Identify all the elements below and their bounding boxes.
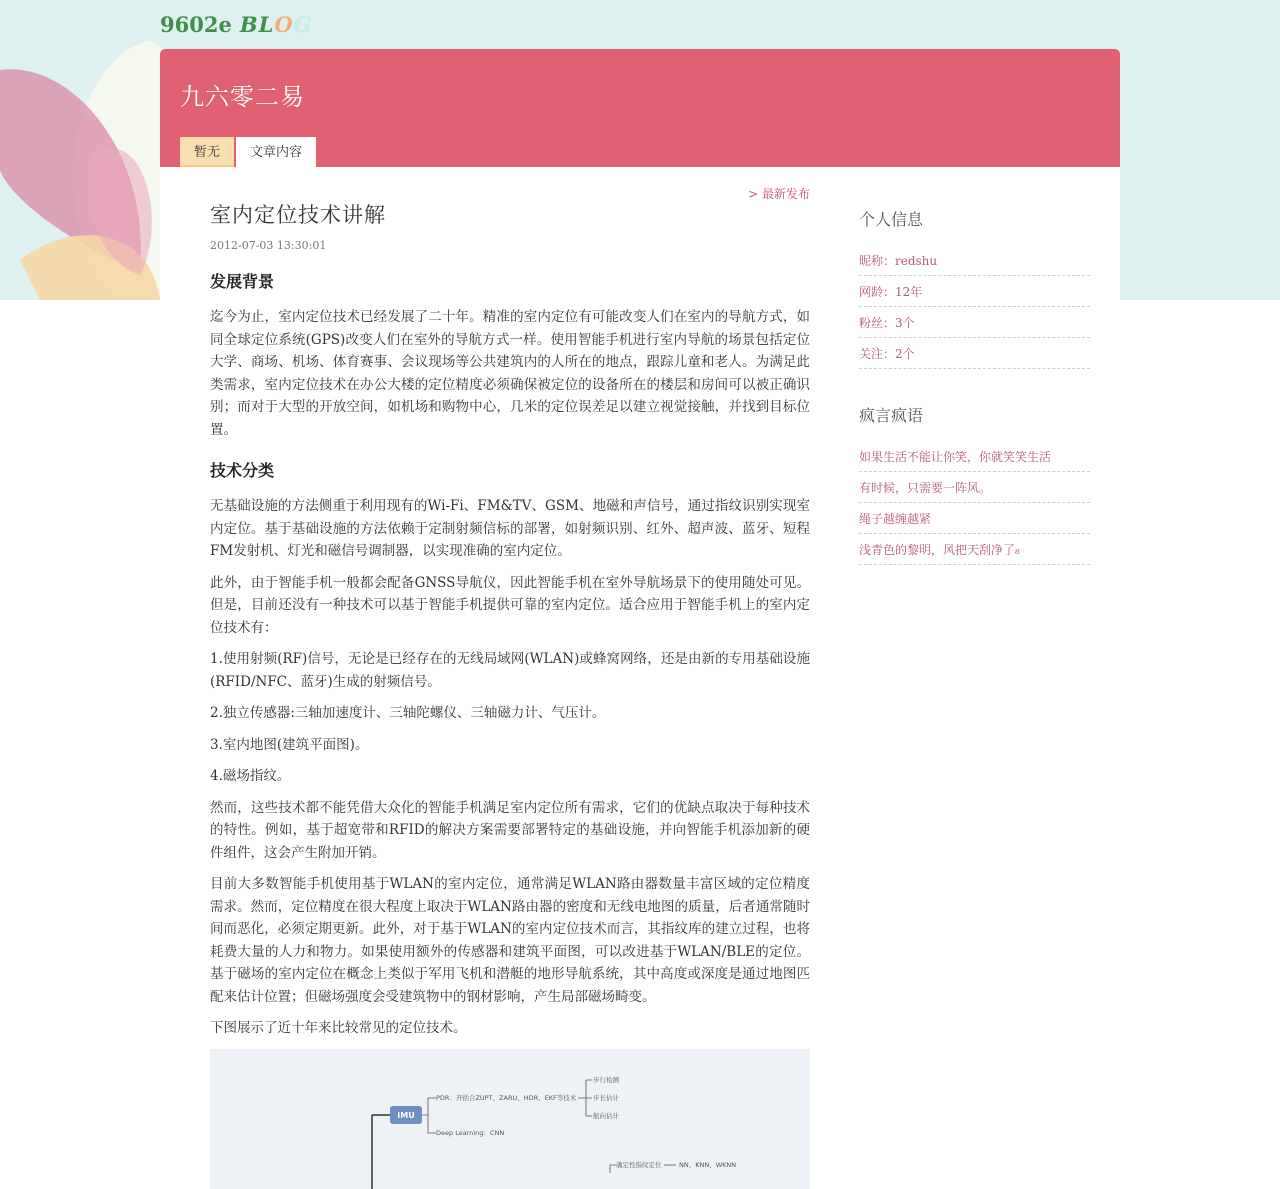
- quote-link[interactable]: 如果生活不能让你笑，你就笑笑生活: [859, 442, 1090, 472]
- quotes-section: [859, 403, 1090, 565]
- profile-following: 关注：2个: [859, 339, 1090, 369]
- logo-blog-word: [240, 12, 313, 37]
- profile-fans: 粉丝：3个: [859, 308, 1090, 338]
- sidebar: [859, 167, 1090, 566]
- mindmap-node-fingerprint: 确定性指纹定位: [616, 1160, 662, 1169]
- logo-letter: B: [239, 12, 259, 37]
- quote-link[interactable]: 浅青色的黎明，风把天刮净了₈: [859, 535, 1090, 565]
- mindmap-node-pdr: PDR：开括合ZUPT、ZARU、HDR、EKF等技术: [436, 1093, 577, 1102]
- profile-heading: 个人信息: [859, 210, 924, 229]
- article-paragraph: 然而，这些技术都不能凭借大众化的智能手机满足室内定位所有需求，它们的优缺点取决于每种技术的特性。例如，基于超宽带和RFID的解决方案需要部署特定的基础设施，并向智能手机添加新的硬件组件，这会产生附加开销。: [210, 799, 810, 861]
- logo-letter: O: [274, 12, 294, 37]
- article-paragraph: 2.独立传感器:三轴加速度计、三轴陀螺仪、三轴磁力计、气压计。: [210, 705, 606, 721]
- mindmap-leaf: 航向估计: [593, 1111, 619, 1120]
- article-paragraph: 下图展示了近十年来比较常见的定位技术。: [210, 1020, 467, 1036]
- profile-nickname: 昵称：redshu: [859, 246, 1090, 276]
- article-date: 2012-07-03 13:30:01: [210, 239, 327, 252]
- mindmap-diagram: [210, 1049, 810, 1189]
- site-title[interactable]: 九六零二易: [180, 83, 305, 111]
- profile-age: 网龄：12年: [859, 277, 1090, 307]
- logo-text: 9602e: [160, 12, 232, 37]
- section-heading-classification: 技术分类: [210, 461, 275, 480]
- mindmap-node-deep-learning: Deep Learning：CNN: [436, 1128, 505, 1137]
- tab-article-content[interactable]: 文章内容: [236, 137, 316, 167]
- logo-letter: G: [293, 12, 313, 37]
- profile-section: [859, 207, 1090, 369]
- tab-none[interactable]: 暂无: [180, 137, 234, 167]
- article-paragraph: 无基础设施的方法侧重于利用现有的Wi-Fi、FM&TV、GSM、地磁和声信号，通过指纹识别实现室内定位。基于基础设施的方法依赖于定制射频信标的部署，如射频识别、红外、超声波、蓝牙、短程FM发射机、灯光和磁信号调制器，以实现准确的室内定位。: [210, 498, 810, 559]
- article-paragraph: 3.室内地图(建筑平面图)。: [210, 736, 369, 753]
- quote-link[interactable]: 绳子越缠越紧: [859, 504, 1090, 534]
- blog-logo[interactable]: [160, 12, 313, 37]
- mindmap-root-label: IMU: [397, 1110, 415, 1120]
- nav-tabs: [180, 137, 316, 167]
- newest-posts-link[interactable]: > 最新发布: [748, 187, 810, 201]
- mindmap-leaf: NN、KNN、WKNN: [679, 1160, 737, 1169]
- quote-link[interactable]: 有时候，只需要一阵风。: [859, 473, 1090, 503]
- article-paragraph: 1.使用射频(RF)信号，无论是已经存在的无线局域网(WLAN)或蜂窝网络，还是由新的专用基础设施(RFID/NFC、蓝牙)生成的射频信号。: [210, 651, 810, 690]
- article-paragraph: 迄今为止，室内定位技术已经发展了二十年。精准的室内定位有可能改变人们在室内的导航方式，如同全球定位系统(GPS)改变人们在室外的导航方式一样。使用智能手机进行室内导航的场景包括定位大学、商场、机场、体育赛事、会议现场等公共建筑内的人所在的地点，跟踪儿童和老人。为满足此类需求，室内定位技术在办公大楼的定位精度必须确保被定位的设备所在的楼层和房间可以被正确识别；而对于大型的开放空间，如机场和购物中心，几米的定位误差足以建立视觉接触，并找到目标位置。: [210, 309, 810, 438]
- article-title: 室内定位技术讲解: [210, 203, 386, 227]
- mindmap-connector: [578, 1080, 592, 1116]
- article-paragraph: 4.磁场指纹。: [210, 768, 291, 784]
- mindmap-leaf: 步行检测: [593, 1075, 619, 1084]
- article-paragraph: 目前大多数智能手机使用基于WLAN的室内定位，通常满足WLAN路由器数量丰富区域的定位精度需求。然而，定位精度在很大程度上取决于WLAN路由器的密度和无线电地图的质量，后者通常随时间而恶化，必须定期更新。此外，对于基于WLAN的室内定位技术而言，其指纹库的建立过程，也将耗费大量的人力和物力。如果使用额外的传感器和建筑平面图，可以改进基于WLAN/BLE的定位。基于磁场的室内定位在概念上类似于军用飞机和潜艇的地形导航系统，其中高度或深度是通过地图匹配来估计位置；但磁场强度会受建筑物中的钢材影响，产生局部磁场畸变。: [210, 876, 810, 1005]
- article-paragraph: 此外，由于智能手机一般都会配备GNSS导航仪，因此智能手机在室外导航场景下的使用随处可见。但是，目前还没有一种技术可以基于智能手机提供可靠的室内定位。适合应用于智能手机上的室内定位技术有：: [210, 574, 810, 636]
- mindmap-connector: [422, 1098, 436, 1133]
- site-header: [160, 49, 1120, 167]
- main-content-area: [160, 167, 1120, 1167]
- positioning-tech-figure: [210, 1049, 810, 1189]
- section-heading-background: 发展背景: [210, 272, 275, 291]
- logo-letter: L: [258, 12, 275, 37]
- mindmap-leaf: 步长估计: [593, 1093, 619, 1102]
- article: [210, 167, 810, 1189]
- quotes-heading: 疯言疯语: [859, 406, 924, 425]
